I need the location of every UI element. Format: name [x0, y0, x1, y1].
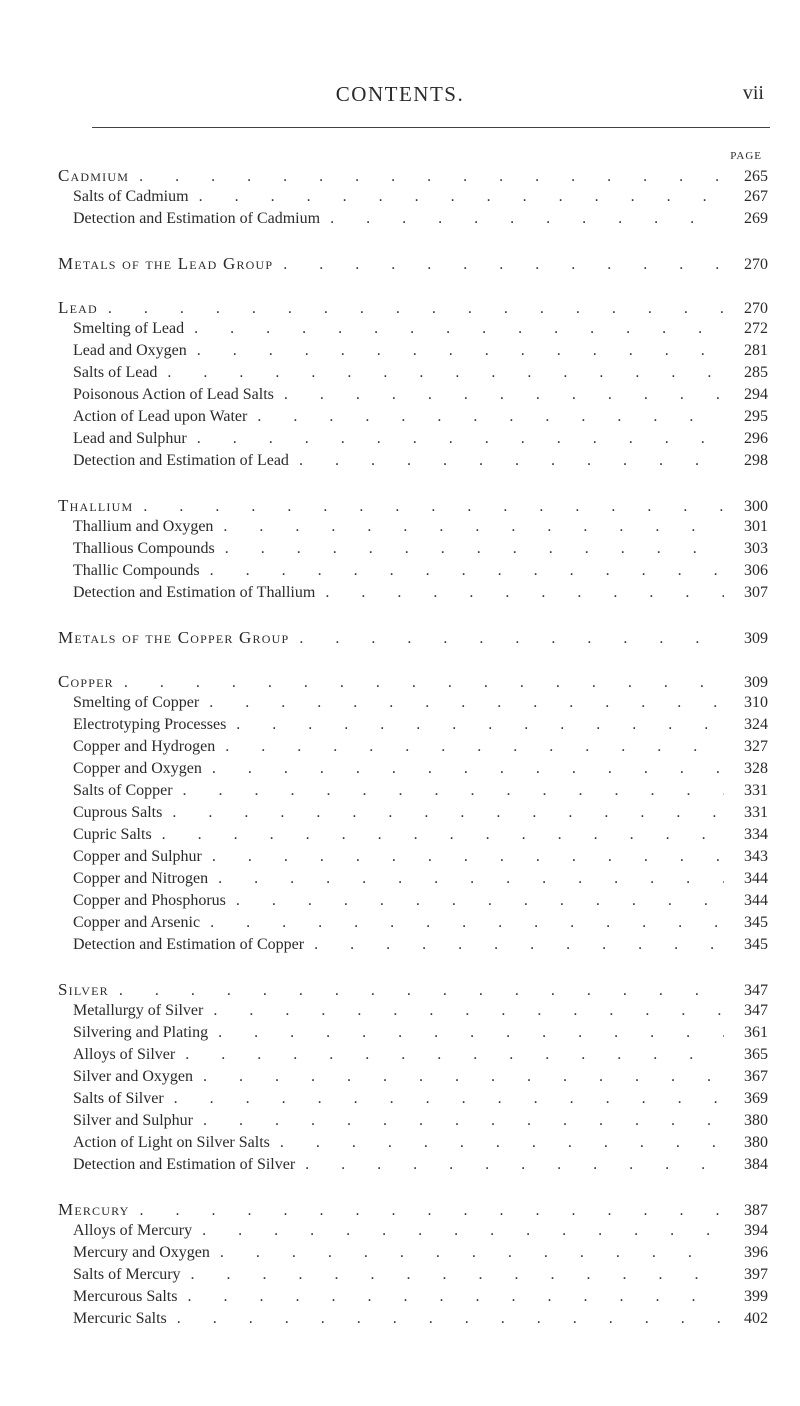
dot-leader	[299, 452, 724, 470]
entry-page-number: 303	[744, 540, 768, 557]
entry-page-number: 331	[744, 804, 768, 821]
toc-subentry	[73, 738, 768, 760]
dot-leader	[140, 1202, 724, 1220]
toc-subentry	[73, 804, 768, 826]
entry-page-number: 328	[744, 760, 768, 777]
toc-subentry	[73, 848, 768, 870]
toc-subentry	[73, 540, 768, 562]
dot-leader	[202, 1222, 724, 1240]
entry-page-number: 285	[744, 364, 768, 381]
dot-leader	[314, 936, 724, 954]
dot-leader	[257, 408, 724, 426]
entry-title: Salts of Copper	[73, 782, 173, 799]
entry-title: Lead and Oxygen	[73, 342, 187, 359]
toc-subentry	[73, 694, 768, 716]
entry-title: Lead and Sulphur	[73, 430, 187, 447]
dot-leader	[299, 630, 724, 648]
entry-title: Detection and Estimation of Cadmium	[73, 210, 321, 227]
dot-leader	[197, 430, 724, 448]
entry-title: Detection and Estimation of Silver	[73, 1156, 296, 1173]
entry-page-number: 345	[744, 914, 768, 931]
entry-page-number: 361	[744, 1024, 768, 1041]
entry-title: Silver and Oxygen	[73, 1068, 193, 1085]
entry-page-number: 265	[744, 168, 768, 185]
dot-leader	[223, 518, 724, 536]
toc-subentry	[73, 1112, 768, 1134]
dot-leader	[119, 982, 724, 1000]
toc-section-entry	[58, 298, 768, 320]
dot-leader	[139, 168, 724, 186]
entry-title: Alloys of Silver	[73, 1046, 176, 1063]
entry-title: Thallium and Oxygen	[73, 518, 214, 535]
dot-leader	[210, 562, 724, 580]
dot-leader	[280, 1134, 724, 1152]
dot-leader	[236, 716, 724, 734]
entry-page-number: 331	[744, 782, 768, 799]
dot-leader	[199, 188, 724, 206]
dot-leader	[218, 870, 724, 888]
toc-subentry	[73, 1090, 768, 1112]
entry-page-number: 294	[744, 386, 768, 403]
entry-page-number: 347	[744, 1002, 768, 1019]
entry-title: Copper and Hydrogen	[73, 738, 216, 755]
entry-title: Copper and Phosphorus	[73, 892, 226, 909]
toc-subentry	[73, 936, 768, 958]
toc-subentry	[73, 1024, 768, 1046]
entry-page-number: 396	[744, 1244, 768, 1261]
entry-page-number: 300	[744, 498, 768, 515]
toc-section-entry	[58, 980, 768, 1002]
entry-title: Silver	[58, 980, 109, 999]
entry-title: Detection and Estimation of Lead	[73, 452, 289, 469]
entry-page-number: 307	[744, 584, 768, 601]
toc-section-entry	[58, 496, 768, 518]
dot-leader	[283, 256, 724, 274]
entry-page-number: 310	[744, 694, 768, 711]
toc-subentry	[73, 1222, 768, 1244]
toc-subentry	[73, 408, 768, 430]
page-folio: vii	[742, 82, 764, 104]
toc-subentry	[73, 518, 768, 540]
toc-subentry	[73, 386, 768, 408]
entry-page-number: 324	[744, 716, 768, 733]
toc-subentry	[73, 430, 768, 452]
entry-title: Mercury and Oxygen	[73, 1244, 210, 1261]
entry-title: Salts of Cadmium	[73, 188, 189, 205]
dot-leader	[236, 892, 724, 910]
entry-title: Mercurous Salts	[73, 1288, 178, 1305]
entry-page-number: 344	[744, 892, 768, 909]
entry-page-number: 380	[744, 1112, 768, 1129]
dot-leader	[162, 826, 724, 844]
entry-page-number: 309	[744, 674, 768, 691]
entry-page-number: 327	[744, 738, 768, 755]
toc-section-entry	[58, 672, 768, 694]
toc-subentry	[73, 1002, 768, 1024]
entry-title: Smelting of Copper	[73, 694, 200, 711]
toc-subentry	[73, 210, 768, 232]
dot-leader	[197, 342, 724, 360]
dot-leader	[177, 1310, 724, 1328]
entry-page-number: 384	[744, 1156, 768, 1173]
entry-page-number: 345	[744, 936, 768, 953]
toc-subentry	[73, 188, 768, 210]
entry-page-number: 387	[744, 1202, 768, 1219]
toc-subentry	[73, 760, 768, 782]
toc-section-entry	[58, 628, 768, 650]
dot-leader	[284, 386, 724, 404]
entry-page-number: 402	[744, 1310, 768, 1327]
toc-section-entry	[58, 166, 768, 188]
dot-leader	[225, 738, 724, 756]
entry-page-number: 306	[744, 562, 768, 579]
entry-title: Electrotyping Processes	[73, 716, 227, 733]
entry-page-number: 399	[744, 1288, 768, 1305]
dot-leader	[167, 364, 724, 382]
entry-page-number: 296	[744, 430, 768, 447]
entry-title: Salts of Mercury	[73, 1266, 181, 1283]
dot-leader	[220, 1244, 724, 1262]
dot-leader	[330, 210, 724, 228]
toc-subentry	[73, 364, 768, 386]
entry-page-number: 343	[744, 848, 768, 865]
entry-title: Metals of the Lead Group	[58, 254, 274, 273]
entry-title: Mercuric Salts	[73, 1310, 167, 1327]
dot-leader	[108, 300, 724, 318]
entry-title: Lead	[58, 298, 98, 317]
toc-subentry	[73, 320, 768, 342]
toc-subentry	[73, 1068, 768, 1090]
toc-subentry	[73, 870, 768, 892]
entry-page-number: 272	[744, 320, 768, 337]
entry-title: Thallic Compounds	[73, 562, 200, 579]
dot-leader	[187, 1288, 724, 1306]
entry-page-number: 309	[744, 630, 768, 647]
toc-subentry	[73, 342, 768, 364]
dot-leader	[218, 1024, 724, 1042]
entry-page-number: 369	[744, 1090, 768, 1107]
entry-title: Copper and Nitrogen	[73, 870, 209, 887]
header-rule	[92, 127, 770, 128]
entry-page-number: 394	[744, 1222, 768, 1239]
entry-title: Cuprous Salts	[73, 804, 163, 821]
entry-title: Action of Light on Silver Salts	[73, 1134, 270, 1151]
dot-leader	[194, 320, 724, 338]
dot-leader	[325, 584, 724, 602]
entry-title: Thallium	[58, 496, 134, 515]
entry-title: Cadmium	[58, 166, 130, 185]
toc-section-entry	[58, 254, 768, 276]
dot-leader	[191, 1266, 724, 1284]
entry-title: Action of Lead upon Water	[73, 408, 248, 425]
toc-subentry	[73, 1244, 768, 1266]
dot-leader	[203, 1112, 724, 1130]
toc-subentry	[73, 1156, 768, 1178]
toc-section-entry	[58, 1200, 768, 1222]
entry-page-number: 380	[744, 1134, 768, 1151]
toc-subentry	[73, 1266, 768, 1288]
toc-subentry	[73, 1288, 768, 1310]
dot-leader	[143, 498, 724, 516]
toc-subentry	[73, 1310, 768, 1332]
entry-page-number: 270	[744, 256, 768, 273]
entry-title: Detection and Estimation of Thallium	[73, 584, 316, 601]
toc-subentry	[73, 562, 768, 584]
entry-title: Salts of Silver	[73, 1090, 164, 1107]
dot-leader	[209, 694, 724, 712]
entry-title: Smelting of Lead	[73, 320, 185, 337]
dot-leader	[185, 1046, 724, 1064]
page-header	[0, 82, 800, 112]
dot-leader	[124, 674, 724, 692]
entry-title: Metallurgy of Silver	[73, 1002, 204, 1019]
page-column-label: PAGE	[730, 150, 762, 162]
entry-title: Poisonous Action of Lead Salts	[73, 386, 274, 403]
entry-page-number: 298	[744, 452, 768, 469]
page-title: CONTENTS.	[335, 82, 465, 106]
dot-leader	[183, 782, 724, 800]
entry-page-number: 295	[744, 408, 768, 425]
dot-leader	[212, 848, 724, 866]
entry-title: Metals of the Copper Group	[58, 628, 290, 647]
dot-leader	[210, 914, 724, 932]
dot-leader	[212, 760, 724, 778]
toc-subentry	[73, 584, 768, 606]
entry-title: Detection and Estimation of Copper	[73, 936, 305, 953]
toc-subentry	[73, 914, 768, 936]
entry-page-number: 347	[744, 982, 768, 999]
entry-title: Silver and Sulphur	[73, 1112, 193, 1129]
dot-leader	[203, 1068, 724, 1086]
toc-subentry	[73, 716, 768, 738]
toc-subentry	[73, 1134, 768, 1156]
toc-subentry	[73, 826, 768, 848]
entry-title: Copper and Arsenic	[73, 914, 201, 931]
entry-page-number: 281	[744, 342, 768, 359]
entry-title: Alloys of Mercury	[73, 1222, 193, 1239]
dot-leader	[225, 540, 724, 558]
dot-leader	[174, 1090, 724, 1108]
entry-title: Mercury	[58, 1200, 130, 1219]
entry-page-number: 365	[744, 1046, 768, 1063]
toc-subentry	[73, 782, 768, 804]
entry-title: Silvering and Plating	[73, 1024, 209, 1041]
dot-leader	[305, 1156, 724, 1174]
entry-page-number: 367	[744, 1068, 768, 1085]
entry-title: Copper	[58, 672, 114, 691]
entry-title: Copper and Oxygen	[73, 760, 202, 777]
toc-subentry	[73, 452, 768, 474]
entry-page-number: 270	[744, 300, 768, 317]
entry-page-number: 334	[744, 826, 768, 843]
dot-leader	[172, 804, 724, 822]
entry-page-number: 269	[744, 210, 768, 227]
entry-title: Salts of Lead	[73, 364, 158, 381]
entry-page-number: 267	[744, 188, 768, 205]
toc-subentry	[73, 892, 768, 914]
entry-page-number: 301	[744, 518, 768, 535]
entry-title: Thallious Compounds	[73, 540, 215, 557]
toc-subentry	[73, 1046, 768, 1068]
entry-title: Cupric Salts	[73, 826, 152, 843]
dot-leader	[213, 1002, 724, 1020]
entry-title: Copper and Sulphur	[73, 848, 202, 865]
entry-page-number: 344	[744, 870, 768, 887]
entry-page-number: 397	[744, 1266, 768, 1283]
